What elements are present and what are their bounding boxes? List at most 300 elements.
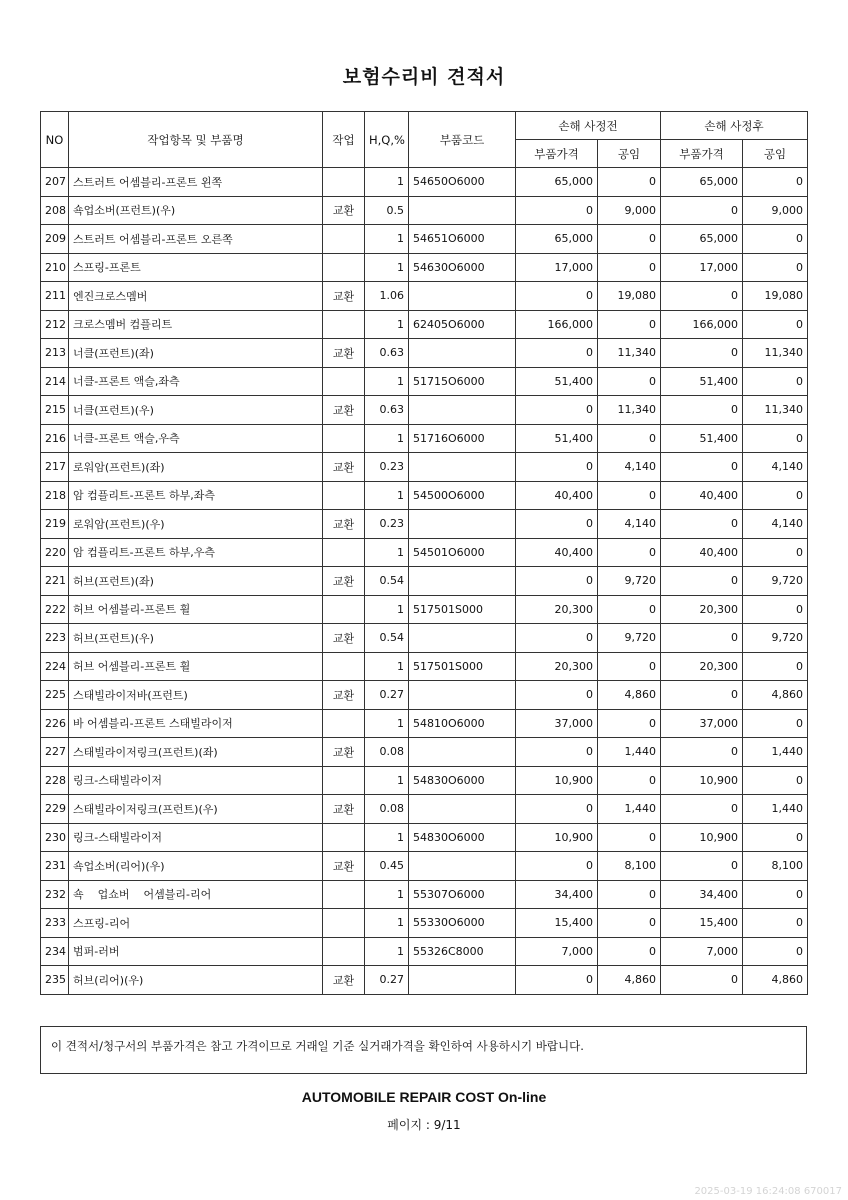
- table-row: [41, 538, 808, 567]
- row-part-code: 55307O6000: [409, 880, 516, 909]
- row-work: [323, 168, 365, 197]
- header-after-part-price: 부품가격: [661, 140, 743, 168]
- table-row: [41, 681, 808, 710]
- row-before-labor: 0: [598, 766, 661, 795]
- row-before-labor: 1,440: [598, 738, 661, 767]
- row-before-part-price: 37,000: [516, 709, 598, 738]
- row-work: 교환: [323, 966, 365, 995]
- row-after-part-price: 17,000: [661, 253, 743, 282]
- row-hq: 1: [365, 424, 409, 453]
- row-part-code: 54810O6000: [409, 709, 516, 738]
- row-after-part-price: 0: [661, 738, 743, 767]
- table-row: [41, 424, 808, 453]
- table-row: [41, 852, 808, 881]
- row-after-part-price: 0: [661, 510, 743, 539]
- row-hq: 1: [365, 538, 409, 567]
- table-row: [41, 937, 808, 966]
- row-before-part-price: 40,400: [516, 538, 598, 567]
- row-item-name: 허브 어셈블리-프론트 휠: [69, 595, 323, 624]
- row-hq: 1: [365, 481, 409, 510]
- row-part-code: [409, 567, 516, 596]
- row-no: 233: [41, 909, 69, 938]
- row-after-part-price: 0: [661, 339, 743, 368]
- row-work: [323, 310, 365, 339]
- row-hq: 1: [365, 766, 409, 795]
- row-before-part-price: 166,000: [516, 310, 598, 339]
- row-no: 217: [41, 453, 69, 482]
- table-row: [41, 225, 808, 254]
- table-row: [41, 481, 808, 510]
- row-hq: 1: [365, 823, 409, 852]
- row-after-part-price: 0: [661, 396, 743, 425]
- row-part-code: [409, 795, 516, 824]
- row-part-code: 55330O6000: [409, 909, 516, 938]
- row-after-labor: 0: [743, 880, 808, 909]
- header-after: 손해 사정후: [661, 112, 808, 140]
- print-timestamp: 2025-03-19 16:24:08 670017: [694, 1186, 842, 1197]
- row-before-labor: 19,080: [598, 282, 661, 311]
- row-work: 교환: [323, 196, 365, 225]
- table-row: [41, 453, 808, 482]
- row-part-code: 54830O6000: [409, 766, 516, 795]
- header-before-part-price: 부품가격: [516, 140, 598, 168]
- row-before-part-price: 10,900: [516, 766, 598, 795]
- row-work: 교환: [323, 681, 365, 710]
- header-no: NO: [41, 112, 69, 168]
- row-part-code: 51716O6000: [409, 424, 516, 453]
- row-hq: 1: [365, 595, 409, 624]
- row-item-name: 너클-프론트 액슬,좌측: [69, 367, 323, 396]
- row-item-name: 쇽업소버(리어)(우): [69, 852, 323, 881]
- row-part-code: [409, 510, 516, 539]
- row-after-labor: 0: [743, 538, 808, 567]
- row-work: [323, 424, 365, 453]
- row-item-name: 스프링-리어: [69, 909, 323, 938]
- row-hq: 1: [365, 880, 409, 909]
- row-after-labor: 0: [743, 937, 808, 966]
- row-after-labor: 4,140: [743, 510, 808, 539]
- row-hq: 1: [365, 937, 409, 966]
- table-row: [41, 367, 808, 396]
- row-item-name: 링크-스태빌라이저: [69, 823, 323, 852]
- row-part-code: [409, 624, 516, 653]
- row-before-labor: 0: [598, 168, 661, 197]
- row-item-name: 스트러트 어셈블리-프론트 오른쪽: [69, 225, 323, 254]
- row-item-name: 쇽 업쇼버 어셈블리-리어: [69, 880, 323, 909]
- row-after-part-price: 51,400: [661, 367, 743, 396]
- row-item-name: 너클(프런트)(좌): [69, 339, 323, 368]
- row-work: 교환: [323, 738, 365, 767]
- row-no: 234: [41, 937, 69, 966]
- row-after-labor: 4,140: [743, 453, 808, 482]
- row-item-name: 암 컴플리트-프론트 하부,좌측: [69, 481, 323, 510]
- row-after-labor: 1,440: [743, 738, 808, 767]
- row-before-labor: 0: [598, 880, 661, 909]
- row-item-name: 스프링-프론트: [69, 253, 323, 282]
- row-hq: 0.54: [365, 567, 409, 596]
- row-before-labor: 0: [598, 310, 661, 339]
- row-part-code: 51715O6000: [409, 367, 516, 396]
- row-before-part-price: 17,000: [516, 253, 598, 282]
- row-after-labor: 0: [743, 481, 808, 510]
- row-before-labor: 4,860: [598, 966, 661, 995]
- row-part-code: [409, 282, 516, 311]
- row-after-part-price: 40,400: [661, 481, 743, 510]
- row-before-labor: 0: [598, 367, 661, 396]
- row-after-part-price: 0: [661, 624, 743, 653]
- row-before-labor: 0: [598, 909, 661, 938]
- row-after-labor: 0: [743, 823, 808, 852]
- row-before-labor: 1,440: [598, 795, 661, 824]
- footer-brand: AUTOMOBILE REPAIR COST On-line: [301, 1089, 547, 1105]
- row-part-code: 62405O6000: [409, 310, 516, 339]
- row-no: 218: [41, 481, 69, 510]
- row-before-part-price: 0: [516, 453, 598, 482]
- row-item-name: 스트러트 어셈블리-프론트 왼쪽: [69, 168, 323, 197]
- header-item: 작업항목 및 부품명: [69, 112, 323, 168]
- estimate-table: [40, 111, 808, 995]
- row-item-name: 링크-스태빌라이저: [69, 766, 323, 795]
- row-item-name: 크로스멤버 컴플리트: [69, 310, 323, 339]
- row-part-code: 517501S000: [409, 595, 516, 624]
- table-row: [41, 624, 808, 653]
- row-before-labor: 9,720: [598, 624, 661, 653]
- row-hq: 0.5: [365, 196, 409, 225]
- row-no: 221: [41, 567, 69, 596]
- row-no: 222: [41, 595, 69, 624]
- row-after-labor: 0: [743, 225, 808, 254]
- row-after-labor: 0: [743, 367, 808, 396]
- row-work: 교환: [323, 396, 365, 425]
- row-after-labor: 0: [743, 909, 808, 938]
- notice-box: [40, 1026, 807, 1074]
- row-item-name: 스태빌라이저링크(프런트)(우): [69, 795, 323, 824]
- row-after-labor: 4,860: [743, 681, 808, 710]
- row-after-labor: 9,720: [743, 624, 808, 653]
- table-row: [41, 880, 808, 909]
- row-work: 교환: [323, 795, 365, 824]
- row-no: 232: [41, 880, 69, 909]
- row-before-labor: 0: [598, 225, 661, 254]
- row-no: 207: [41, 168, 69, 197]
- table-row: [41, 823, 808, 852]
- row-after-part-price: 0: [661, 196, 743, 225]
- row-before-labor: 0: [598, 481, 661, 510]
- row-after-part-price: 0: [661, 852, 743, 881]
- row-hq: 0.63: [365, 339, 409, 368]
- row-after-part-price: 0: [661, 567, 743, 596]
- header-hq: H,Q,%: [365, 112, 409, 168]
- row-after-part-price: 0: [661, 681, 743, 710]
- header-before: 손해 사정전: [516, 112, 661, 140]
- row-part-code: [409, 196, 516, 225]
- row-before-part-price: 0: [516, 624, 598, 653]
- row-before-part-price: 0: [516, 738, 598, 767]
- row-before-part-price: 51,400: [516, 424, 598, 453]
- row-no: 211: [41, 282, 69, 311]
- row-before-labor: 0: [598, 595, 661, 624]
- row-hq: 0.27: [365, 966, 409, 995]
- row-part-code: 517501S000: [409, 652, 516, 681]
- row-before-labor: 0: [598, 652, 661, 681]
- row-before-part-price: 15,400: [516, 909, 598, 938]
- row-no: 226: [41, 709, 69, 738]
- row-work: [323, 909, 365, 938]
- row-hq: 1: [365, 225, 409, 254]
- row-before-part-price: 34,400: [516, 880, 598, 909]
- row-before-labor: 11,340: [598, 339, 661, 368]
- row-work: [323, 709, 365, 738]
- row-before-part-price: 0: [516, 681, 598, 710]
- row-before-part-price: 20,300: [516, 595, 598, 624]
- estimate-rows: [41, 168, 808, 995]
- row-before-part-price: 65,000: [516, 168, 598, 197]
- row-item-name: 허브 어셈블리-프론트 휠: [69, 652, 323, 681]
- page-number: 페이지 : 9/11: [387, 1118, 461, 1132]
- row-work: 교환: [323, 852, 365, 881]
- row-before-labor: 11,340: [598, 396, 661, 425]
- row-before-labor: 0: [598, 709, 661, 738]
- row-before-labor: 0: [598, 253, 661, 282]
- row-work: [323, 481, 365, 510]
- row-part-code: [409, 396, 516, 425]
- row-part-code: 54501O6000: [409, 538, 516, 567]
- row-before-part-price: 10,900: [516, 823, 598, 852]
- row-no: 223: [41, 624, 69, 653]
- row-no: 210: [41, 253, 69, 282]
- row-work: 교환: [323, 453, 365, 482]
- row-after-labor: 0: [743, 595, 808, 624]
- row-part-code: [409, 852, 516, 881]
- row-no: 224: [41, 652, 69, 681]
- row-after-part-price: 15,400: [661, 909, 743, 938]
- row-after-labor: 9,720: [743, 567, 808, 596]
- document-title: 보험수리비 견적서: [342, 66, 506, 88]
- row-after-part-price: 65,000: [661, 168, 743, 197]
- row-item-name: 쇽업소버(프런트)(우): [69, 196, 323, 225]
- row-before-part-price: 65,000: [516, 225, 598, 254]
- row-no: 229: [41, 795, 69, 824]
- row-work: 교환: [323, 510, 365, 539]
- row-work: [323, 880, 365, 909]
- row-part-code: 54651O6000: [409, 225, 516, 254]
- row-after-part-price: 10,900: [661, 823, 743, 852]
- row-hq: 0.45: [365, 852, 409, 881]
- row-work: 교환: [323, 339, 365, 368]
- row-no: 213: [41, 339, 69, 368]
- row-before-part-price: 0: [516, 966, 598, 995]
- row-after-labor: 0: [743, 424, 808, 453]
- row-after-part-price: 0: [661, 966, 743, 995]
- table-row: [41, 709, 808, 738]
- row-before-part-price: 51,400: [516, 367, 598, 396]
- row-after-part-price: 0: [661, 453, 743, 482]
- row-before-part-price: 7,000: [516, 937, 598, 966]
- row-item-name: 허브(리어)(우): [69, 966, 323, 995]
- row-after-labor: 1,440: [743, 795, 808, 824]
- row-after-labor: 11,340: [743, 339, 808, 368]
- row-hq: 0.08: [365, 795, 409, 824]
- row-before-part-price: 0: [516, 196, 598, 225]
- row-before-labor: 4,140: [598, 453, 661, 482]
- table-row: [41, 738, 808, 767]
- row-work: [323, 253, 365, 282]
- row-before-part-price: 40,400: [516, 481, 598, 510]
- row-no: 230: [41, 823, 69, 852]
- header-code: 부품코드: [409, 112, 516, 168]
- table-row: [41, 168, 808, 197]
- row-no: 228: [41, 766, 69, 795]
- row-after-labor: 0: [743, 652, 808, 681]
- row-after-part-price: 0: [661, 282, 743, 311]
- row-after-labor: 8,100: [743, 852, 808, 881]
- row-hq: 0.27: [365, 681, 409, 710]
- row-part-code: 54830O6000: [409, 823, 516, 852]
- row-item-name: 너클(프런트)(우): [69, 396, 323, 425]
- row-part-code: 54650O6000: [409, 168, 516, 197]
- row-work: [323, 367, 365, 396]
- table-row: [41, 253, 808, 282]
- row-before-labor: 9,000: [598, 196, 661, 225]
- row-after-part-price: 40,400: [661, 538, 743, 567]
- row-part-code: 54630O6000: [409, 253, 516, 282]
- row-item-name: 암 컴플리트-프론트 하부,우측: [69, 538, 323, 567]
- row-item-name: 엔진크로스멤버: [69, 282, 323, 311]
- row-hq: 0.54: [365, 624, 409, 653]
- row-hq: 1: [365, 253, 409, 282]
- table-row: [41, 795, 808, 824]
- row-after-labor: 0: [743, 709, 808, 738]
- row-after-labor: 4,860: [743, 966, 808, 995]
- row-after-part-price: 51,400: [661, 424, 743, 453]
- row-before-part-price: 0: [516, 339, 598, 368]
- table-row: [41, 652, 808, 681]
- row-item-name: 스태빌라이저바(프런트): [69, 681, 323, 710]
- row-before-part-price: 0: [516, 795, 598, 824]
- row-after-part-price: 7,000: [661, 937, 743, 966]
- table-row: [41, 339, 808, 368]
- row-hq: 0.63: [365, 396, 409, 425]
- row-hq: 1: [365, 310, 409, 339]
- row-hq: 1.06: [365, 282, 409, 311]
- row-item-name: 스태빌라이저링크(프런트)(좌): [69, 738, 323, 767]
- row-after-part-price: 20,300: [661, 652, 743, 681]
- row-no: 212: [41, 310, 69, 339]
- row-no: 231: [41, 852, 69, 881]
- row-after-part-price: 34,400: [661, 880, 743, 909]
- row-before-labor: 9,720: [598, 567, 661, 596]
- row-work: [323, 652, 365, 681]
- row-item-name: 로워암(프런트)(우): [69, 510, 323, 539]
- row-part-code: [409, 738, 516, 767]
- row-before-labor: 0: [598, 538, 661, 567]
- row-after-part-price: 166,000: [661, 310, 743, 339]
- row-part-code: [409, 966, 516, 995]
- row-hq: 0.08: [365, 738, 409, 767]
- row-hq: 1: [365, 909, 409, 938]
- header-work: 작업: [323, 112, 365, 168]
- row-before-part-price: 0: [516, 852, 598, 881]
- table-row: [41, 909, 808, 938]
- row-no: 227: [41, 738, 69, 767]
- table-row: [41, 567, 808, 596]
- row-part-code: [409, 339, 516, 368]
- header-before-labor: 공임: [598, 140, 661, 168]
- row-before-labor: 0: [598, 424, 661, 453]
- row-before-labor: 4,140: [598, 510, 661, 539]
- row-part-code: 55326C8000: [409, 937, 516, 966]
- row-after-labor: 19,080: [743, 282, 808, 311]
- row-no: 220: [41, 538, 69, 567]
- row-after-labor: 9,000: [743, 196, 808, 225]
- row-before-labor: 4,860: [598, 681, 661, 710]
- row-no: 235: [41, 966, 69, 995]
- row-item-name: 바 어셈블리-프론트 스태빌라이저: [69, 709, 323, 738]
- row-no: 219: [41, 510, 69, 539]
- row-work: [323, 595, 365, 624]
- row-work: [323, 225, 365, 254]
- table-row: [41, 766, 808, 795]
- table-row: [41, 510, 808, 539]
- row-after-labor: 11,340: [743, 396, 808, 425]
- row-part-code: 54500O6000: [409, 481, 516, 510]
- row-after-part-price: 10,900: [661, 766, 743, 795]
- row-item-name: 너클-프론트 액슬,우측: [69, 424, 323, 453]
- row-before-part-price: 20,300: [516, 652, 598, 681]
- row-hq: 1: [365, 168, 409, 197]
- row-after-labor: 0: [743, 168, 808, 197]
- row-item-name: 로워암(프런트)(좌): [69, 453, 323, 482]
- row-item-name: 허브(프런트)(우): [69, 624, 323, 653]
- row-part-code: [409, 453, 516, 482]
- row-work: 교환: [323, 624, 365, 653]
- row-after-labor: 0: [743, 310, 808, 339]
- row-after-part-price: 37,000: [661, 709, 743, 738]
- row-work: [323, 766, 365, 795]
- row-hq: 0.23: [365, 453, 409, 482]
- row-no: 215: [41, 396, 69, 425]
- row-after-part-price: 65,000: [661, 225, 743, 254]
- row-before-part-price: 0: [516, 510, 598, 539]
- row-no: 216: [41, 424, 69, 453]
- row-before-labor: 8,100: [598, 852, 661, 881]
- row-no: 209: [41, 225, 69, 254]
- row-work: 교환: [323, 282, 365, 311]
- table-row: [41, 310, 808, 339]
- table-row: [41, 966, 808, 995]
- table-row: [41, 396, 808, 425]
- row-before-part-price: 0: [516, 282, 598, 311]
- row-after-labor: 0: [743, 253, 808, 282]
- row-item-name: 허브(프런트)(좌): [69, 567, 323, 596]
- table-row: [41, 595, 808, 624]
- row-before-labor: 0: [598, 937, 661, 966]
- row-before-labor: 0: [598, 823, 661, 852]
- row-work: [323, 538, 365, 567]
- row-hq: 1: [365, 709, 409, 738]
- row-work: 교환: [323, 567, 365, 596]
- row-work: [323, 937, 365, 966]
- row-part-code: [409, 681, 516, 710]
- row-hq: 0.23: [365, 510, 409, 539]
- notice-text: 이 견적서/청구서의 부품가격은 참고 가격이므로 거래일 기준 실거래가격을 확인하여 사용하시기 바랍니다.: [51, 1039, 584, 1053]
- row-no: 214: [41, 367, 69, 396]
- table-row: [41, 196, 808, 225]
- row-no: 225: [41, 681, 69, 710]
- row-after-part-price: 0: [661, 795, 743, 824]
- row-hq: 1: [365, 367, 409, 396]
- row-after-labor: 0: [743, 766, 808, 795]
